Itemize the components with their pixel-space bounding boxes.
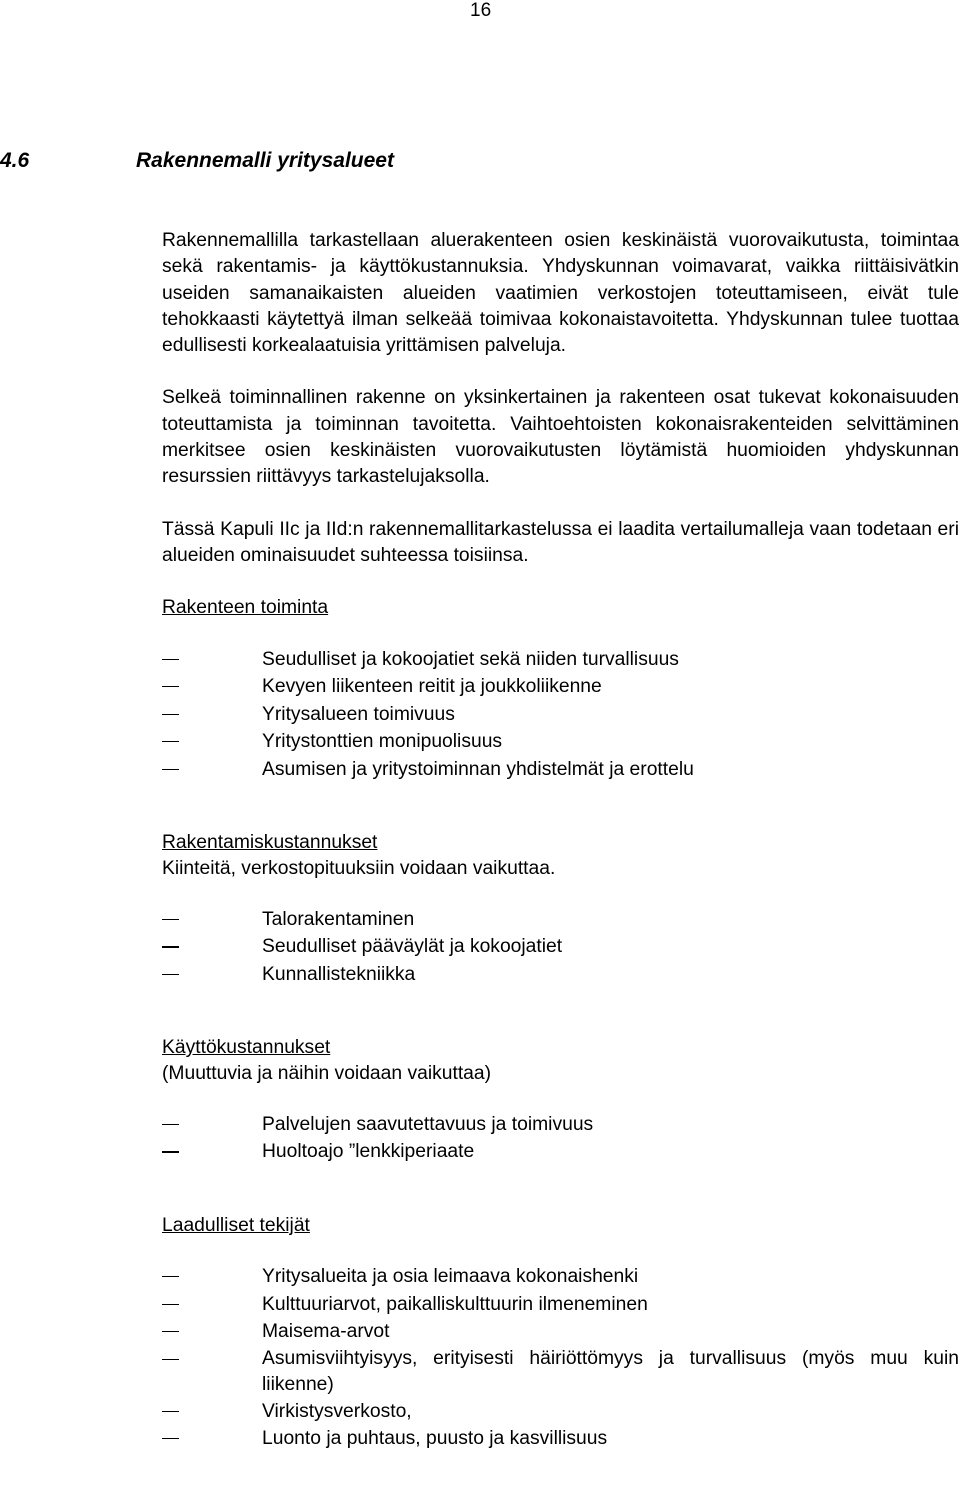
- list-item: Luonto ja puhtaus, puusto ja kasvillisuus: [162, 1425, 959, 1453]
- list-item: Seudulliset ja kokoojatiet sekä niiden turvallisuus: [162, 646, 959, 674]
- page-number: 16: [470, 0, 492, 21]
- dash-bullet-icon: [162, 1331, 179, 1332]
- document-body: [162, 228, 959, 1453]
- list-item: Kulttuuriarvot, paikalliskulttuurin ilmeneminen: [162, 1291, 959, 1319]
- list-item: Huoltoajo ”lenkkiperiaate: [162, 1138, 959, 1166]
- list-item: Asumisen ja yritystoiminnan yhdistelmät ja erottelu: [162, 756, 959, 784]
- subsection-title-toiminta: Rakenteen toiminta: [162, 597, 329, 619]
- dash-bullet-icon: [162, 1359, 179, 1360]
- list-item: Asumisviihtyisyys, erityisesti häiriöttömyys ja turvallisuus (myös muu kuin liikenne): [162, 1346, 959, 1398]
- section-number: 4.6: [0, 149, 30, 172]
- list-item: Yritystonttien monipuolisuus: [162, 728, 959, 756]
- list-item: Palvelujen saavutettavuus ja toimivuus: [162, 1111, 959, 1139]
- list-item: Talorakentaminen: [162, 906, 959, 934]
- dash-bullet-icon: [162, 686, 179, 687]
- dash-bullet-icon: [162, 946, 179, 947]
- list-item: Maisema-arvot: [162, 1318, 959, 1346]
- list-item: Yritysalueita ja osia leimaava kokonaishenki: [162, 1263, 959, 1291]
- subsection-note-kayttokustannukset: (Muuttuvia ja näihin voidaan vaikuttaa): [162, 1063, 492, 1085]
- list-rakentamiskustannukset: [162, 906, 959, 989]
- dash-bullet-icon: [162, 1304, 179, 1305]
- dash-bullet-icon: [162, 659, 179, 660]
- list-item: Virkistysverkosto,: [162, 1398, 959, 1426]
- list-item: Yritysalueen toimivuus: [162, 701, 959, 729]
- section-heading: [0, 147, 394, 175]
- dash-bullet-icon: [162, 1124, 179, 1125]
- list-laadulliset: [162, 1263, 959, 1453]
- dash-bullet-icon: [162, 769, 179, 770]
- list-toiminta: [162, 646, 959, 784]
- subsection-note-rakentamiskustannukset: Kiinteitä, verkostopituuksiin voidaan vaikuttaa.: [162, 858, 556, 880]
- subsection-title-rakentamiskustannukset: Rakentamiskustannukset: [162, 832, 378, 854]
- list-item: Kunnallistekniikka: [162, 961, 959, 989]
- section-title: Rakennemalli yritysalueet: [136, 149, 394, 172]
- list-item: Seudulliset pääväylät ja kokoojatiet: [162, 933, 959, 961]
- dash-bullet-icon: [162, 1276, 179, 1277]
- subsection-title-laadulliset: Laadulliset tekijät: [162, 1214, 310, 1236]
- dash-bullet-icon: [162, 1411, 179, 1412]
- subsection-title-kayttokustannukset: Käyttökustannukset: [162, 1037, 331, 1059]
- paragraph-3: Tässä Kapuli IIc ja IId:n rakennemallitarkastelussa ei laadita vertailumalleja vaan todetaan eri alueiden ominaisuudet suhteessa toisiinsa.: [162, 518, 959, 566]
- dash-bullet-icon: [162, 741, 179, 742]
- paragraph-1: Rakennemallilla tarkastellaan aluerakenteen osien keskinäistä vuorovaikutusta, toimintaa sekä rakentamis- ja käyttökustannuksia. Yhdyskunnan voimavarat, vaikka riittäisivätkin useiden samanaikaisten alueiden vaatimien verkostojen toteuttamiseen, eivät tule tehokkaasti käytettyä ilman selkeää toimivaa kokonaistavoitetta. Yhdyskunnan tulee tuottaa edullisesti korkealaatuisia yrittämisen palveluja.: [162, 230, 959, 357]
- dash-bullet-icon: [162, 714, 179, 715]
- dash-bullet-icon: [162, 1151, 179, 1152]
- dash-bullet-icon: [162, 974, 179, 975]
- dash-bullet-icon: [162, 1438, 179, 1439]
- dash-bullet-icon: [162, 919, 179, 920]
- list-kayttokustannukset: [162, 1111, 959, 1166]
- paragraph-2: Selkeä toiminnallinen rakenne on yksinkertainen ja rakenteen osat tukevat kokonaisuuden toteuttamista ja toiminnan tavoitetta. Vaihtoehtoisten kokonaisrakenteiden selvittäminen merkitsee osien keskinäisten vuorovaikutusten löytämistä huomioiden yhdyskunnan resurssien riittävyys tarkastelujaksolla.: [162, 387, 959, 488]
- list-item: Kevyen liikenteen reitit ja joukkoliikenne: [162, 673, 959, 701]
